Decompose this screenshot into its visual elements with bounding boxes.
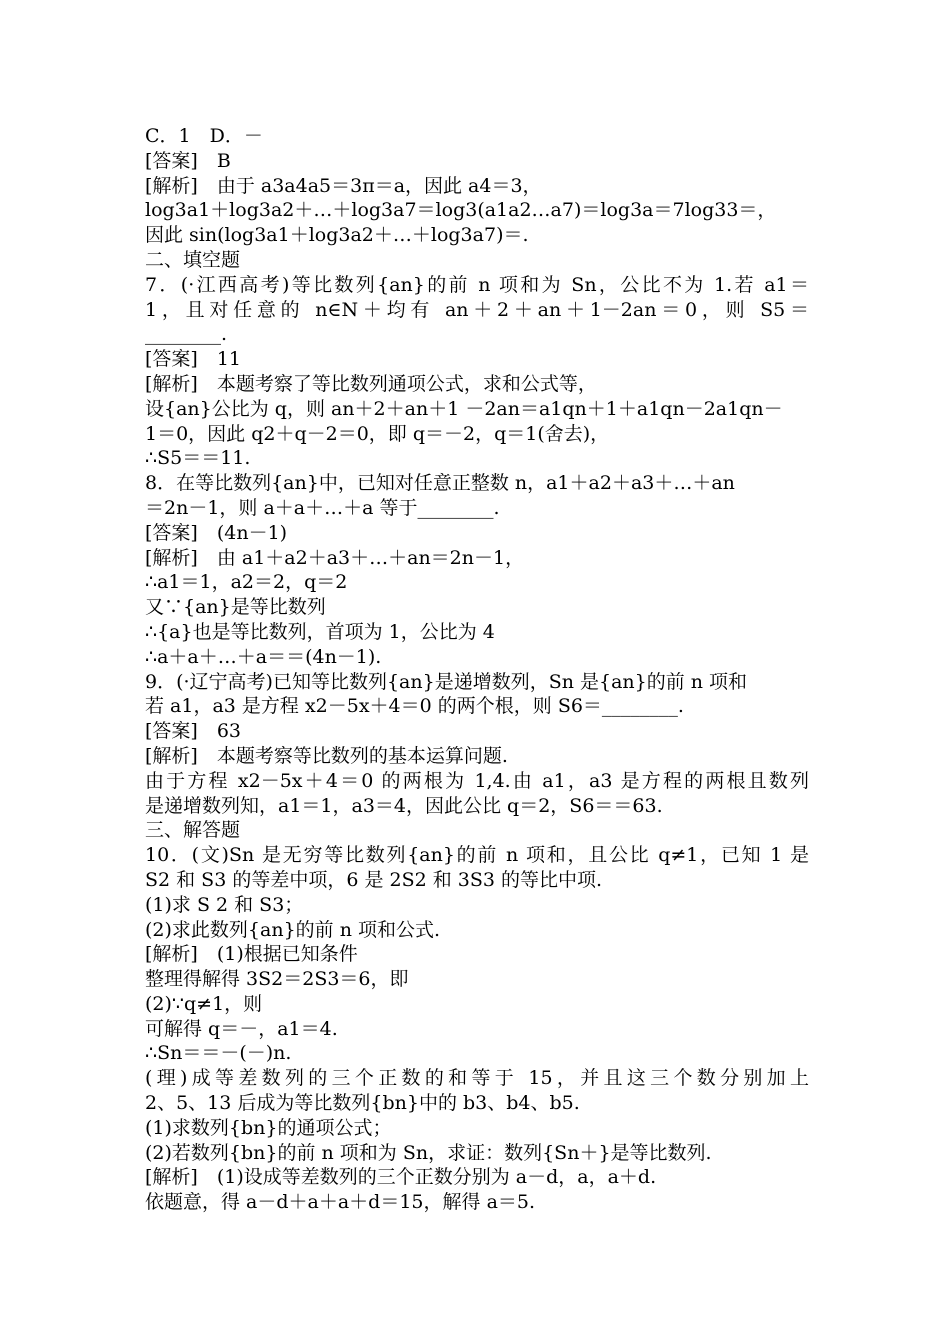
analysis-line: 又∵{an}是等比数列 xyxy=(145,596,326,619)
question-7-line: 7．(·江西高考)等比数列{an}的前 n 项和为 Sn，公比不为 1.若 a1＝ xyxy=(145,273,809,296)
analysis-line: [解析] 由 a1＋a2＋a3＋…＋an＝2n－1， xyxy=(145,546,525,569)
question-9-line: 若 a1，a3 是方程 x2－5x＋4＝0 的两个根，则 S6＝________. xyxy=(145,695,684,718)
answer-line: [答案] (4n－1) xyxy=(145,521,288,544)
analysis-line: [解析] (1)根据已知条件 xyxy=(145,943,358,966)
question-7-line: 1，且对任意的 n∈N＋均有 an＋2＋an＋1－2an＝0，则 S5＝ xyxy=(145,298,809,321)
analysis-line: ∴a1＝1，a2＝2，q＝2 xyxy=(145,571,348,594)
question-10-science-part-1: (1)求数列{bn}的通项公式； xyxy=(145,1116,392,1139)
question-8-line: ＝2n－1，则 a＋a＋…＋a 等于________. xyxy=(145,496,500,519)
analysis-line: [解析] 本题考察等比数列的基本运算问题. xyxy=(145,744,508,767)
question-10-science-part-2: (2)若数列{bn}的前 n 项和为 Sn，求证：数列{Sn＋}是等比数列. xyxy=(145,1141,712,1164)
question-7-blank: ________. xyxy=(145,323,228,346)
analysis-line: ∴a＋a＋…＋a＝＝(4n－1). xyxy=(145,645,382,668)
analysis-line: [解析] 本题考察了等比数列通项公式，求和公式等， xyxy=(145,372,597,395)
question-10-part-1: (1)求 S 2 和 S3； xyxy=(145,893,304,916)
question-8-line: 8．在等比数列{an}中，已知对任意正整数 n，a1＋a2＋a3＋…＋an xyxy=(145,472,735,495)
analysis-line: 1＝0，因此 q2＋q－2＝0，即 q＝－2，q＝1(舍去)， xyxy=(145,422,610,445)
analysis-line: 由于方程 x2－5x＋4＝0 的两根为 1,4.由 a1，a3 是方程的两根且数列 xyxy=(145,769,809,792)
analysis-line: log3a1＋log3a2＋…＋log3a7＝log3(a1a2…a7)＝log3a＝7log33＝， xyxy=(145,199,777,222)
answer-line: [答案] 63 xyxy=(145,720,242,743)
section-heading-solutions: 三、解答题 xyxy=(145,819,241,842)
analysis-line: 整理得解得 3S2＝2S3＝6，即 xyxy=(145,968,409,991)
question-10-part-2: (2)求此数列{an}的前 n 项和公式. xyxy=(145,918,441,941)
section-heading-fill-in: 二、填空题 xyxy=(145,248,241,271)
analysis-line: 设{an}公比为 q，则 an＋2＋an＋1 －2an＝a1qn＋1＋a1qn－2a1qn－ xyxy=(145,397,783,420)
document-body xyxy=(145,124,809,1215)
analysis-line: 依题意，得 a－d＋a＋a＋d＝15，解得 a＝5. xyxy=(145,1191,536,1214)
analysis-line: [解析] 由于 a3a4a5＝3π＝a，因此 a4＝3， xyxy=(145,174,542,197)
analysis-line: ∴{a}也是等比数列，首项为 1，公比为 4 xyxy=(145,620,495,643)
question-9-line: 9．(·辽宁高考)已知等比数列{an}是递增数列，Sn 是{an}的前 n 项和 xyxy=(145,670,748,693)
choice-options-line: C．1 D．－ xyxy=(145,125,263,147)
analysis-line: ∴Sn＝＝－(－)n. xyxy=(145,1042,292,1065)
analysis-line: 可解得 q＝－，a1＝4. xyxy=(145,1017,338,1040)
analysis-line: [解析] (1)设成等差数列的三个正数分别为 a－d，a，a＋d. xyxy=(145,1166,657,1189)
question-10-science-line: 2、5、13 后成为等比数列{bn}中的 b3、b4、b5. xyxy=(145,1092,580,1115)
question-10-line: 10．(文)Sn 是无穷等比数列{an}的前 n 项和，且公比 q≠1，已知 1 是 xyxy=(145,844,809,867)
question-10-line: S2 和 S3 的等差中项，6 是 2S2 和 3S3 的等比中项. xyxy=(145,868,603,891)
answer-line: [答案] B xyxy=(145,149,231,172)
answer-line: [答案] 11 xyxy=(145,348,242,371)
analysis-line: ∴S5＝＝11. xyxy=(145,447,251,470)
analysis-line: 是递增数列知，a1＝1，a3＝4，因此公比 q＝2，S6＝＝63. xyxy=(145,794,663,817)
analysis-line: (2)∵q≠1，则 xyxy=(145,992,263,1015)
analysis-line: 因此 sin(log3a1＋log3a2＋…＋log3a7)＝. xyxy=(145,224,529,247)
question-10-science-line: (理)成等差数列的三个正数的和等于 15，并且这三个数分别加上 xyxy=(145,1067,809,1090)
